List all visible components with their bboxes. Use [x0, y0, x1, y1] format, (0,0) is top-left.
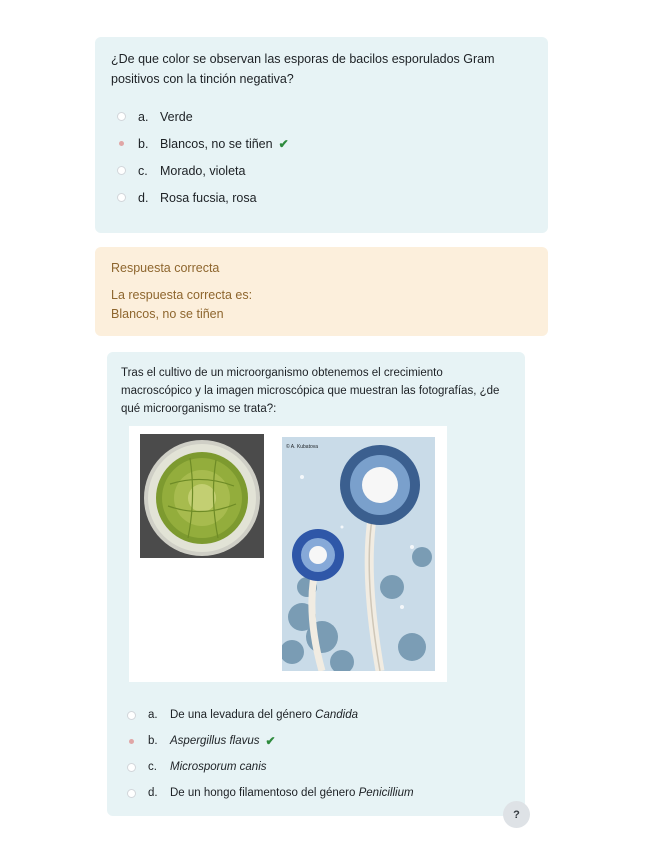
radio-button[interactable] — [117, 112, 126, 121]
answer-option-d[interactable] — [121, 780, 511, 806]
answer-letter: c. — [148, 761, 157, 773]
checkmark-icon: ✔ — [265, 734, 276, 748]
answer-option-b[interactable] — [121, 728, 511, 754]
answer-option-a[interactable] — [121, 702, 511, 728]
answer-label: Aspergillus flavus — [170, 735, 260, 747]
answer-label: Verde — [160, 109, 193, 124]
radio-button[interactable] — [117, 166, 126, 175]
question-card-1 — [95, 37, 548, 233]
answer-label: De un hongo filamentoso del género Penicillium — [170, 787, 414, 799]
answer-letter: a. — [138, 109, 149, 124]
feedback-intro: La respuesta correcta es: — [111, 288, 253, 302]
question-images — [129, 426, 447, 682]
microscope-photo — [282, 437, 435, 671]
radio-button[interactable] — [127, 789, 136, 798]
answer-option-b[interactable] — [111, 130, 532, 157]
radio-button-selected[interactable] — [117, 139, 126, 148]
answer-label: Rosa fucsia, rosa — [160, 190, 257, 205]
answer-letter: d. — [138, 190, 149, 205]
answer-label: Microsporum canis — [170, 761, 267, 773]
feedback-status: Respuesta correcta — [111, 261, 220, 275]
answer-label: Morado, violeta — [160, 163, 246, 178]
feedback-answer: Blancos, no se tiñen — [111, 307, 224, 321]
answer-option-a[interactable] — [111, 103, 532, 130]
question-text: Tras el cultivo de un microorganismo obtenemos el crecimiento macroscópico y la imagen microscópica que muestran las fotografías, ¿de qué microorganismo se trata?: — [121, 367, 500, 415]
answer-list — [111, 103, 532, 211]
question-text: ¿De que color se observan las esporas de bacilos esporulados Gram positivos con la tinción negativa? — [111, 52, 495, 86]
answer-letter: b. — [138, 136, 149, 151]
answer-option-d[interactable] — [111, 184, 532, 211]
answer-letter: d. — [148, 787, 158, 799]
radio-button-selected[interactable] — [127, 737, 136, 746]
checkmark-icon: ✔ — [278, 136, 289, 151]
answer-option-c[interactable] — [121, 754, 511, 780]
answer-label: Blancos, no se tiñen — [160, 136, 273, 151]
help-icon[interactable]: ? — [503, 801, 530, 828]
answer-label: De una levadura del género Candida — [170, 709, 358, 721]
radio-button[interactable] — [127, 711, 136, 720]
answer-list — [121, 702, 511, 806]
radio-button[interactable] — [117, 193, 126, 202]
answer-letter: a. — [148, 709, 158, 721]
radio-button[interactable] — [127, 763, 136, 772]
answer-letter: b. — [148, 735, 158, 747]
feedback-box — [95, 247, 548, 336]
image-caption: © A. Kubatova — [286, 444, 319, 450]
answer-option-c[interactable] — [111, 157, 532, 184]
petri-dish-photo — [140, 434, 264, 558]
question-card-2 — [107, 352, 525, 816]
answer-letter: c. — [138, 163, 148, 178]
